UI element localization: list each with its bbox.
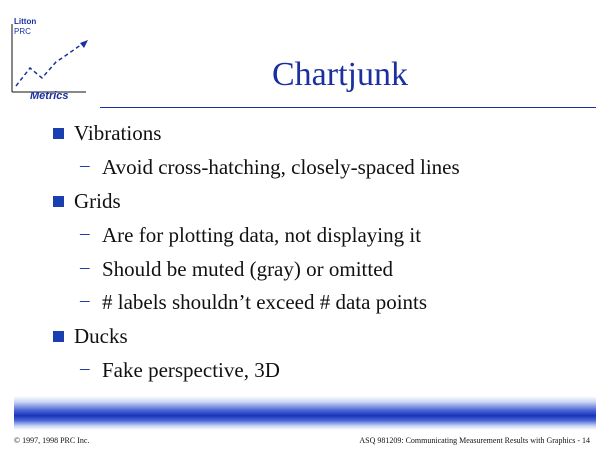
dash-bullet-icon: –: [80, 290, 90, 311]
square-bullet-icon: [53, 331, 64, 342]
dash-bullet-icon: –: [80, 257, 90, 278]
sub-bullet: [80, 257, 394, 282]
square-bullet-icon: [53, 196, 64, 207]
sub-bullet-text: Avoid cross-hatching, closely-spaced lines: [102, 155, 460, 179]
sub-bullet: [80, 223, 422, 248]
sub-bullet-text: # labels shouldn’t exceed # data points: [102, 290, 428, 314]
bullet-text: Grids: [74, 189, 121, 213]
bullet-text: Ducks: [74, 324, 128, 348]
title-divider: [100, 107, 596, 108]
logo-prc-text: PRC: [14, 27, 31, 36]
logo-litton-text: Litton: [14, 17, 37, 26]
slide-title: Chartjunk: [272, 56, 408, 93]
bullet-grids: [74, 189, 121, 214]
sub-bullet-text: Are for plotting data, not displaying it: [102, 223, 422, 247]
bullet-text: Vibrations: [74, 121, 162, 145]
slide-reference-text: ASQ 981209: Communicating Measurement Results with Graphics - 14: [359, 436, 590, 445]
sub-bullet: [80, 290, 428, 315]
bullet-ducks: [74, 324, 128, 349]
square-bullet-icon: [53, 128, 64, 139]
sub-bullet: [80, 358, 280, 383]
dash-bullet-icon: –: [80, 155, 90, 176]
sub-bullet: [80, 155, 460, 180]
bullet-vibrations: [74, 121, 161, 146]
footer-gradient-band: [14, 396, 596, 430]
copyright-text: © 1997, 1998 PRC Inc.: [14, 436, 90, 445]
sub-bullet-text: Fake perspective, 3D: [102, 358, 280, 382]
sub-bullet-text: Should be muted (gray) or omitted: [102, 257, 394, 281]
dash-bullet-icon: –: [80, 223, 90, 244]
dash-bullet-icon: –: [80, 358, 90, 379]
logo-metrics-text: Metrics: [30, 90, 69, 102]
